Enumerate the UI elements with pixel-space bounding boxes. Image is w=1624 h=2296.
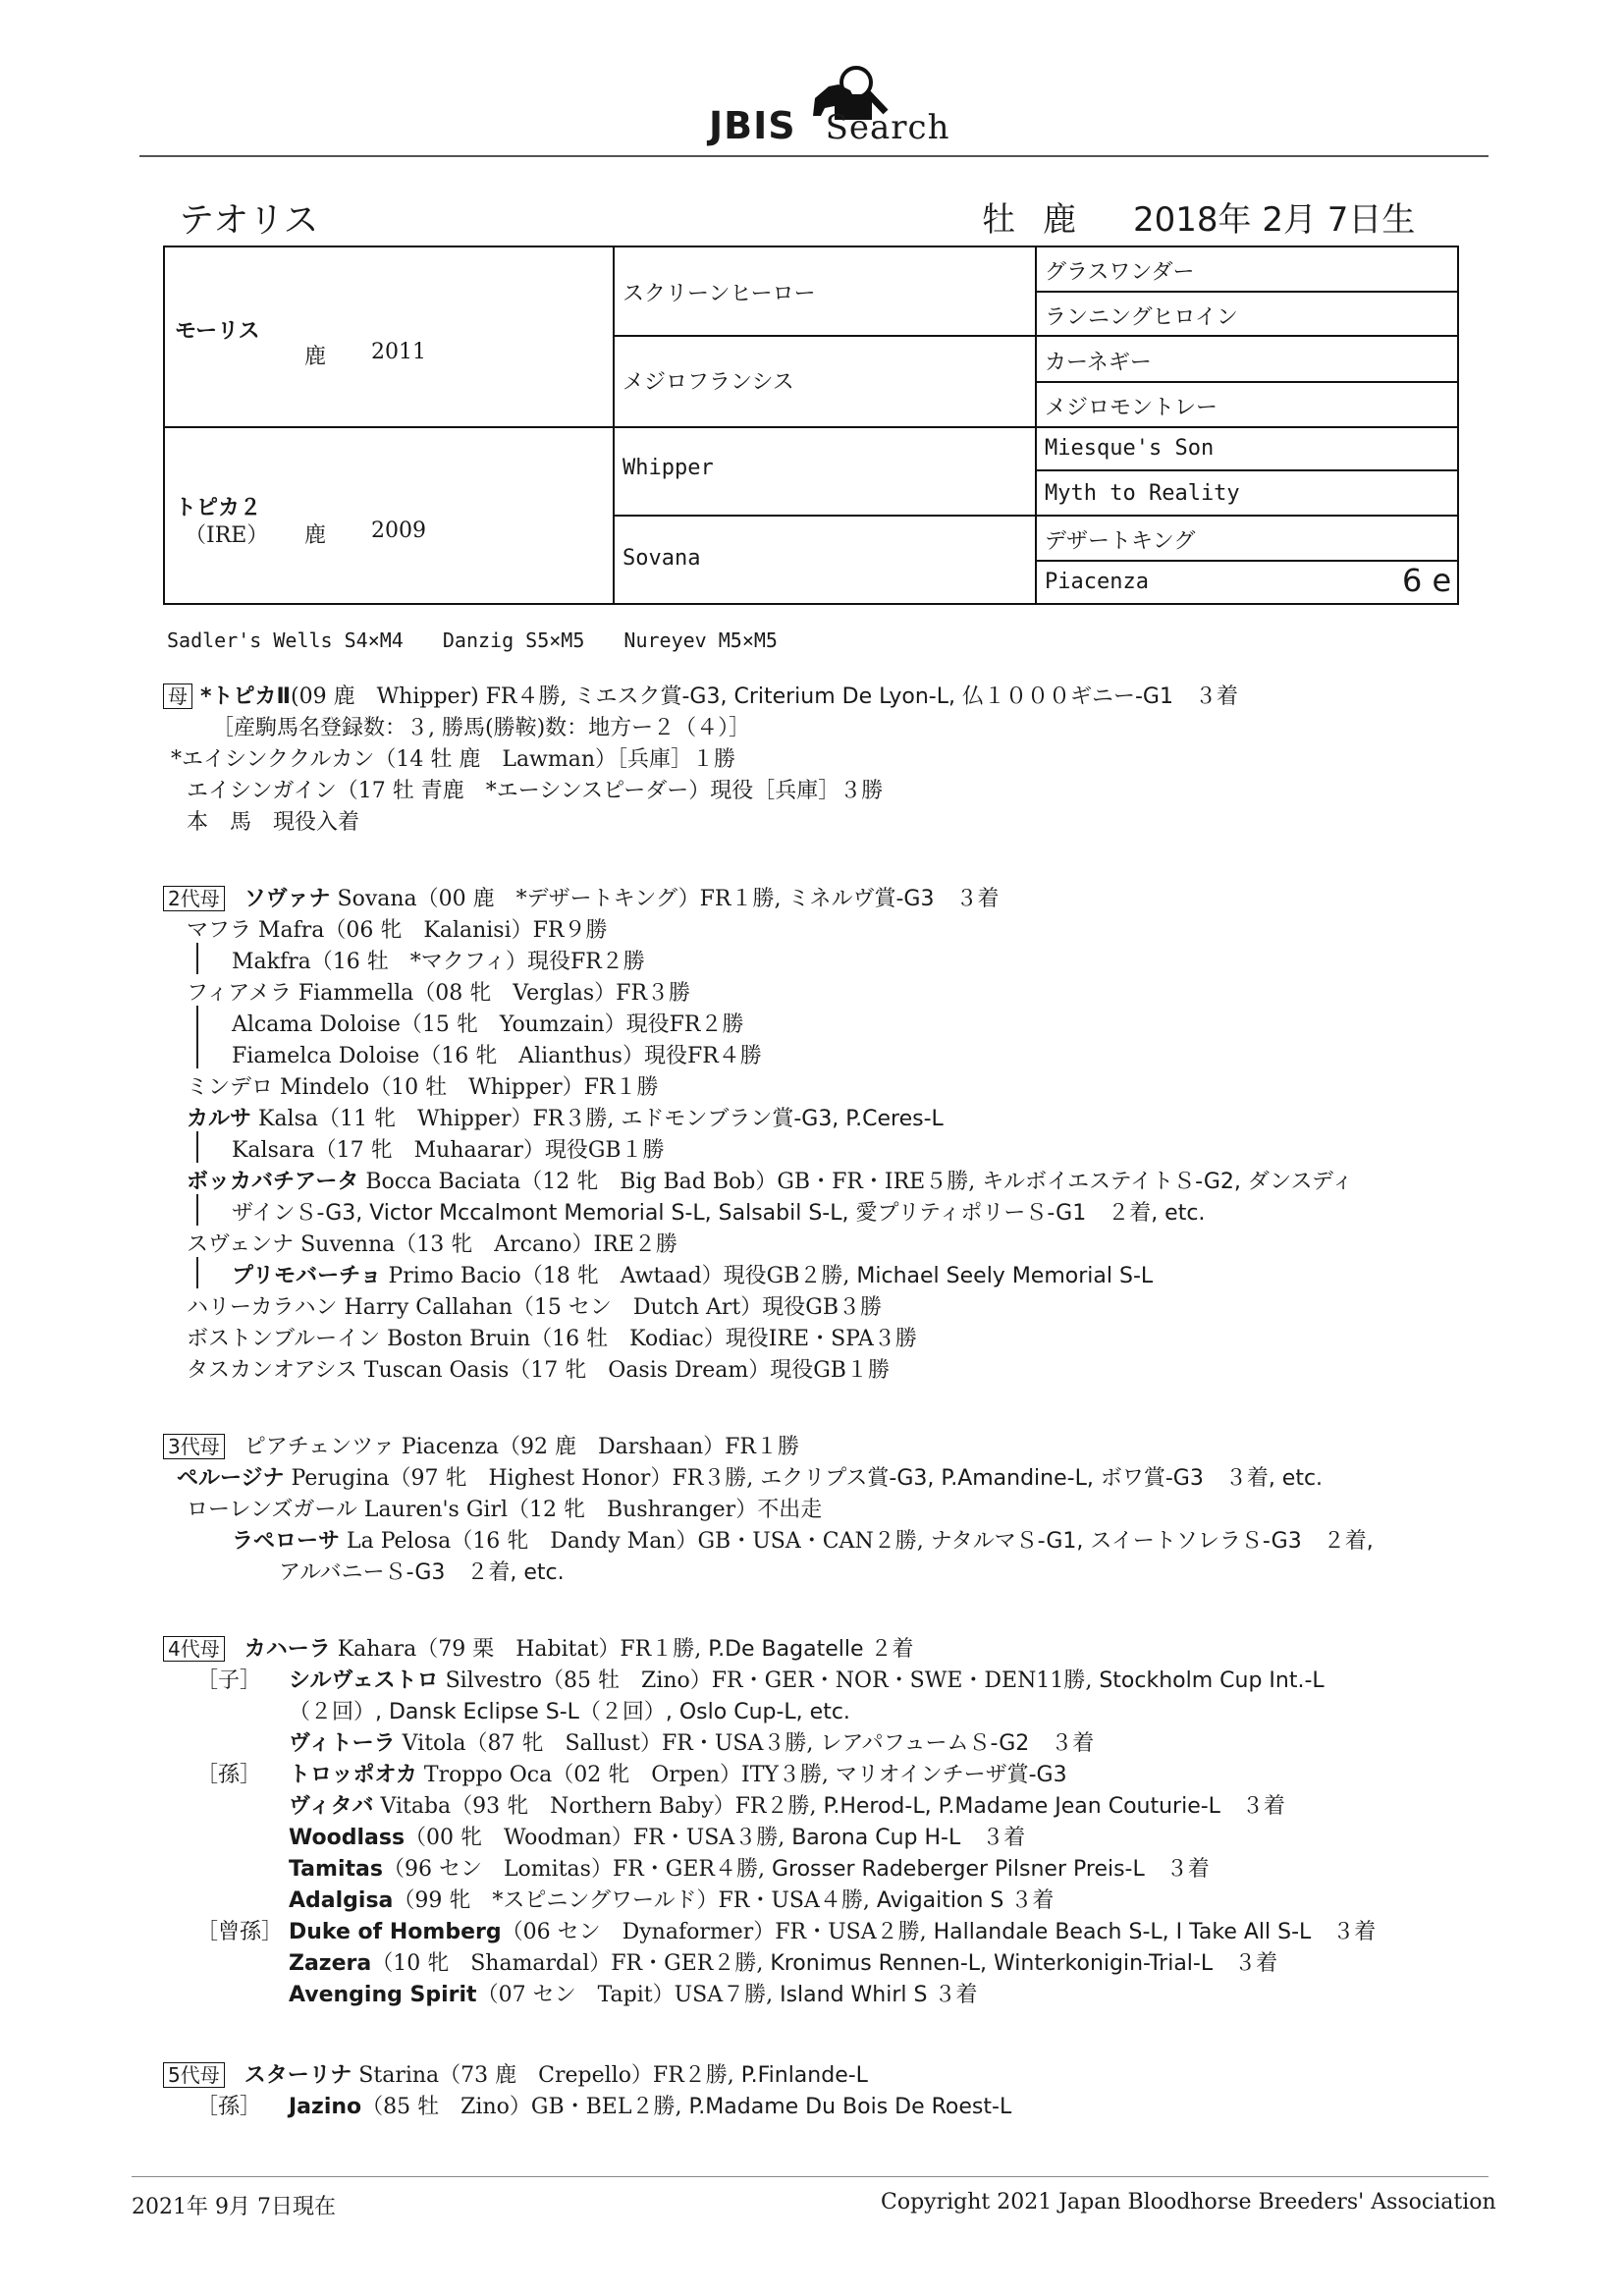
sire-year: 2011 — [371, 340, 426, 364]
g4-great-grandchild: Zazera（10 牝 Shamardal）FR・GER２勝, Kronimus Rennen-L, Winterkonigin-Trial-L ３着 — [289, 1951, 1278, 1976]
g2-offspring-continued: ザインＳ-G3, Victor Mccalmont Memorial S-L, Salsabil S-L, 愛プリティポリーＳ-G1 ２着, etc. — [232, 1201, 1206, 1226]
as-of-date: 2021年 9月 7日現在 — [132, 2195, 336, 2219]
dam-name: トピカ２ — [175, 496, 262, 520]
g3-ancestor: カーネギー — [1045, 351, 1152, 375]
dam-offspring: *エイシンククルカン（14 牡 鹿 Lawman）［兵庫］１勝 — [171, 747, 736, 772]
g4-child: ヴィトーラ Vitola（87 牝 Sallust）FR・USA３勝, レアパフュームＳ-G2 ３着 — [289, 1731, 1095, 1756]
g5-dam-line: 5代母 スターリナ Starina（73 鹿 Crepello）FR２勝, P.Finlande-L — [163, 2058, 868, 2089]
g3-ancestor: デザートキング — [1045, 529, 1196, 554]
g3-offspring: ペルージナ Perugina（97 牝 Highest Honor）FR３勝, エクリプス賞-G3, P.Amandine-L, ボワ賞-G3 ３着, etc. — [177, 1466, 1324, 1491]
inbreeding-item: Nureyev M5×M5 — [623, 629, 778, 652]
g3-offspring: ローレンズガール Lauren's Girl（12 牝 Bushranger）不出走 — [187, 1498, 823, 1522]
logo-search: Search — [825, 108, 950, 147]
dam-line: 母 *トピカⅡ(09 鹿 Whipper) FR４勝, ミエスク賞-G3, Criterium De Lyon-L, 仏１０００ギニー-G1 ３着 — [163, 680, 1238, 710]
g3-ancestor: グラスワンダー — [1045, 260, 1195, 285]
family-number: 6 e — [1402, 562, 1452, 599]
dam-offspring: 本 馬 現役入着 — [187, 810, 360, 835]
g3-grandchild: ラペローサ La Pelosa（16 牝 Dandy Man）GB・USA・CAN２勝, ナタルマＳ-G1, スイートソレラＳ-G3 ２着, — [232, 1529, 1374, 1554]
g2-offspring: ハリーカラハン Harry Callahan（15 セン Dutch Art）現役GB３勝 — [187, 1295, 883, 1320]
g2-offspring: ボッカバチアータ Bocca Baciata（12 牝 Big Bad Bob）GB・FR・IRE５勝, キルボイエステイトＳ-G2, ダンスディ — [187, 1170, 1354, 1194]
g2-grandchild: Makfra（16 牡 *マクフィ）現役FR２勝 — [232, 950, 645, 974]
dam-dam: Sovana — [623, 546, 701, 571]
section-tag: 2代母 — [163, 886, 225, 911]
dam-offspring: エイシンガイン（17 牡 青鹿 *エーシンスピーダー）現役［兵庫］３勝 — [187, 779, 884, 803]
g4-grandchild: ヴィタバ Vitaba（93 牝 Northern Baby）FR２勝, P.Herod-L, P.Madame Jean Couturie-L ３着 — [289, 1794, 1285, 1819]
inbreeding-line — [167, 629, 805, 652]
horse-meta — [982, 192, 1442, 241]
grandchild-label: ［孫］ — [196, 2095, 262, 2119]
child-label: ［子］ — [196, 1668, 262, 1693]
g2-grandchild: Alcama Doloise（15 牝 Youmzain）現役FR２勝 — [232, 1012, 744, 1037]
header-divider — [139, 155, 1489, 157]
sire-color: 鹿 — [304, 345, 327, 369]
g4-grandchild: Adalgisa（99 牝 *スピニングワールド）FR・USA４勝, Avigaition S ３着 — [289, 1888, 1055, 1913]
great-grandchild-label: ［曾孫］ — [196, 1920, 284, 1944]
g3-ancestor: Miesque's Son — [1045, 436, 1215, 461]
g2-offspring: タスカンオアシス Tuscan Oasis（17 牝 Oasis Dream）現役GB１勝 — [187, 1358, 890, 1383]
inbreeding-item: Sadler's Wells S4×M4 — [167, 629, 404, 652]
g2-grandchild: プリモバーチョ Primo Bacio（18 牝 Awtaad）現役GB２勝, Michael Seely Memorial S-L — [232, 1264, 1154, 1288]
grandchild-label: ［孫］ — [196, 1763, 262, 1787]
sire-sire: スクリーンヒーロー — [623, 282, 816, 306]
g2-dam-line: 2代母 ソヴァナ Sovana（00 鹿 *デザートキング）FR１勝, ミネルヴ賞-G3 ３着 — [163, 882, 999, 912]
section-tag: 3代母 — [163, 1434, 225, 1459]
g4-child-continued: （２回）, Dansk Eclipse S-L（２回）, Oslo Cup-L, etc. — [289, 1700, 850, 1724]
g3-dam-line: 3代母 ピアチェンツァ Piacenza（92 鹿 Darshaan）FR１勝 — [163, 1430, 799, 1460]
dam-color: 鹿 — [304, 523, 327, 548]
section-tag: 母 — [163, 683, 192, 709]
g2-grandchild: Kalsara（17 牝 Muhaarar）現役GB１勝 — [232, 1138, 665, 1163]
horse-sex: 牡 — [982, 200, 1015, 240]
sire-dam: メジロフランシス — [623, 370, 794, 395]
g4-grandchild: Woodlass（00 牝 Woodman）FR・USA３勝, Barona Cup H-L ３着 — [289, 1826, 1026, 1850]
g2-offspring: フィアメラ Fiammella（08 牝 Verglas）FR３勝 — [187, 981, 691, 1006]
g2-offspring: スヴェンナ Suvenna（13 牝 Arcano）IRE２勝 — [187, 1232, 677, 1257]
g4-great-grandchild: Duke of Homberg（06 セン Dynaformer）FR・USA２勝, Hallandale Beach S-L, I Take All S-L ３着 — [289, 1920, 1377, 1944]
g3-ancestor: Piacenza — [1045, 570, 1149, 594]
inbreeding-item: Danzig S5×M5 — [442, 629, 585, 652]
dam-origin: （IRE） — [185, 523, 269, 548]
footer-divider — [132, 2176, 1489, 2177]
g2-offspring: マフラ Mafra（06 牝 Kalanisi）FR９勝 — [187, 918, 608, 943]
g4-child: シルヴェストロ Silvestro（85 牡 Zino）FR・GER・NOR・SWE・DEN11勝, Stockholm Cup Int.-L — [289, 1668, 1325, 1693]
dam-sire: Whipper — [623, 456, 714, 480]
horse-name: テオリス — [179, 200, 319, 241]
section-tag: 5代母 — [163, 2062, 225, 2088]
g4-great-grandchild: Avenging Spirit（07 セン Tapit）USA７勝, Island Whirl S ３着 — [289, 1983, 978, 2007]
g3-grandchild-continued: アルバニーＳ-G3 ２着, etc. — [279, 1560, 565, 1585]
g3-ancestor: Myth to Reality — [1045, 481, 1240, 506]
section-tag: 4代母 — [163, 1636, 225, 1662]
jbis-search-logo — [687, 61, 952, 155]
g3-ancestor: メジロモントレー — [1045, 396, 1218, 420]
logo-jbis: JBIS — [709, 104, 796, 147]
dam-year: 2009 — [371, 519, 426, 543]
dam-progeny-summary: ［産駒馬名登録数：３, 勝馬(勝鞍)数：地方ー２（４）］ — [212, 716, 751, 740]
g4-grandchild: トロッポオカ Troppo Oca（02 牝 Orpen）ITY３勝, マリオインチーザ賞-G3 — [289, 1763, 1067, 1787]
g2-offspring: カルサ Kalsa（11 牝 Whipper）FR３勝, エドモンブラン賞-G3, P.Ceres-L — [187, 1107, 944, 1131]
horse-birthdate: 2018年 2月 7日生 — [1133, 200, 1416, 240]
g2-offspring: ボストンブルーイン Boston Bruin（16 牡 Kodiac）現役IRE・SPA３勝 — [187, 1327, 917, 1351]
copyright: Copyright 2021 Japan Bloodhorse Breeders' Association — [881, 2190, 1496, 2214]
g2-offspring: ミンデロ Mindelo（10 牡 Whipper）FR１勝 — [187, 1075, 659, 1100]
g4-dam-line: 4代母 カハーラ Kahara（79 栗 Habitat）FR１勝, P.De Bagatelle ２着 — [163, 1632, 914, 1663]
g5-grandchild: Jazino（85 牡 Zino）GB・BEL２勝, P.Madame Du Bois De Roest-L — [289, 2095, 1012, 2119]
pedigree-table — [163, 246, 1459, 605]
sire-name: モーリス — [175, 319, 260, 344]
g3-ancestor: ランニングヒロイン — [1045, 305, 1238, 330]
horse-color: 鹿 — [1043, 200, 1076, 240]
g2-grandchild: Fiamelca Doloise（16 牝 Alianthus）現役FR４勝 — [232, 1044, 762, 1068]
g4-grandchild: Tamitas（96 セン Lomitas）FR・GER４勝, Grosser Radeberger Pilsner Preis-L ３着 — [289, 1857, 1210, 1882]
